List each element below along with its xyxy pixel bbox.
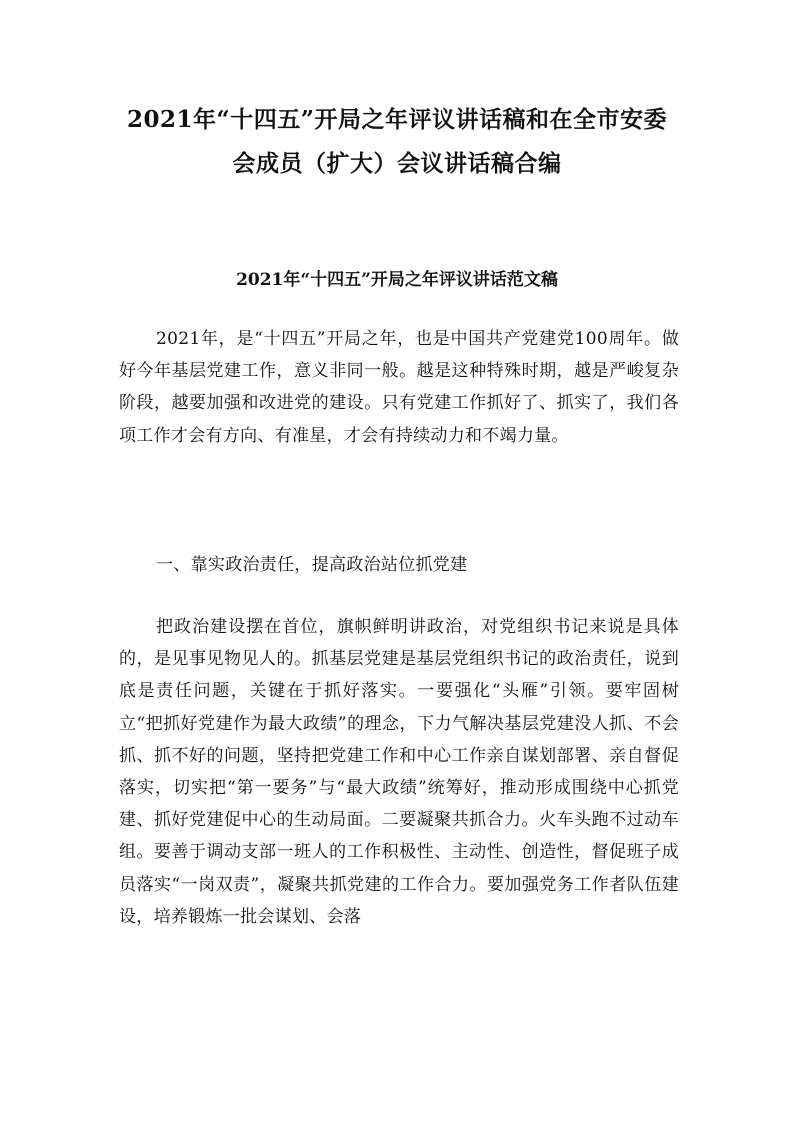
section-heading-1: 一、靠实政治责任，提高政治站位抓党建 xyxy=(156,555,468,575)
paragraph-intro: 2021年，是“十四五”开局之年，也是中国共产党建党100周年。做好今年基层党建工作，意义非同一般。越是这种特殊时期，越是严峻复杂阶段，越要加强和改进党的建设。只有党建工作抓好了、抓实了，我们各项工作才会有方向、有准星，才会有持续动力和不竭力量。 xyxy=(119,329,679,446)
paragraph-section-1: 把政治建设摆在首位，旗帜鲜明讲政治，对党组织书记来说是具体的，是见事见物见人的。抓基层党建是基层党组织书记的政治责任，说到底是责任问题，关键在于抓好落实。一要强化“头雁”引领。要牢固树立“把抓好党建作为最大政绩”的理念，下力气解决基层党建没人抓、不会抓、抓不好的问题，坚持把党建工作和中心工作亲自谋划部署、亲自督促落实，切实把“第一要务”与“最大政绩”统筹好，推动形成围绕中心抓党建、抓好党建促中心的生动局面。二要凝聚共抓合力。火车头跑不过动车组。要善于调动支部一班人的工作积极性、主动性、创造性，督促班子成员落实“一岗双责”，凝聚共抓党建的工作合力。要加强党务工作者队伍建设，培养锻炼一批会谋划、会落 xyxy=(119,617,679,927)
section-title: 2021年“十四五”开局之年评议讲话范文稿 xyxy=(236,270,558,290)
document-title-line-2: 会成员（扩大）会议讲话稿合编 xyxy=(232,150,562,177)
document-title-line-1: 2021年“十四五”开局之年评议讲话稿和在全市安委 xyxy=(127,106,667,133)
document-title xyxy=(60,98,734,186)
